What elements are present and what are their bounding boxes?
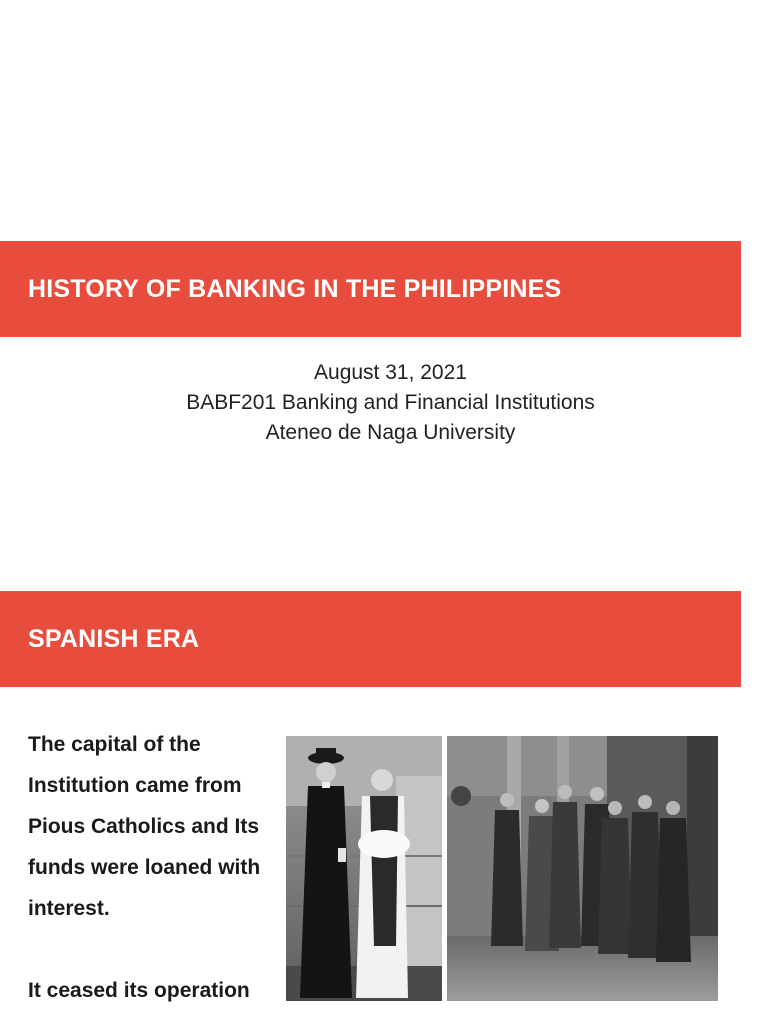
paragraph-1: The capital of the Institution came from Pious Catholics and Its funds were loaned with interest.: [28, 733, 261, 920]
title-banner: [0, 241, 741, 337]
date-text: August 31, 2021: [314, 361, 467, 384]
group-of-friars-photo: [447, 736, 718, 1001]
body-text: [28, 724, 278, 1011]
two-clergymen-photo: [286, 736, 442, 1001]
course-text: BABF201 Banking and Financial Institutions: [186, 391, 595, 414]
paragraph-2: It ceased its operation: [28, 979, 250, 1002]
slide-title: HISTORY OF BANKING IN THE PHILIPPINES: [28, 274, 562, 303]
subtitle-block: [0, 358, 768, 448]
section-title: SPANISH ERA: [28, 624, 200, 653]
section-banner: [0, 591, 741, 687]
school-text: Ateneo de Naga University: [265, 421, 516, 444]
